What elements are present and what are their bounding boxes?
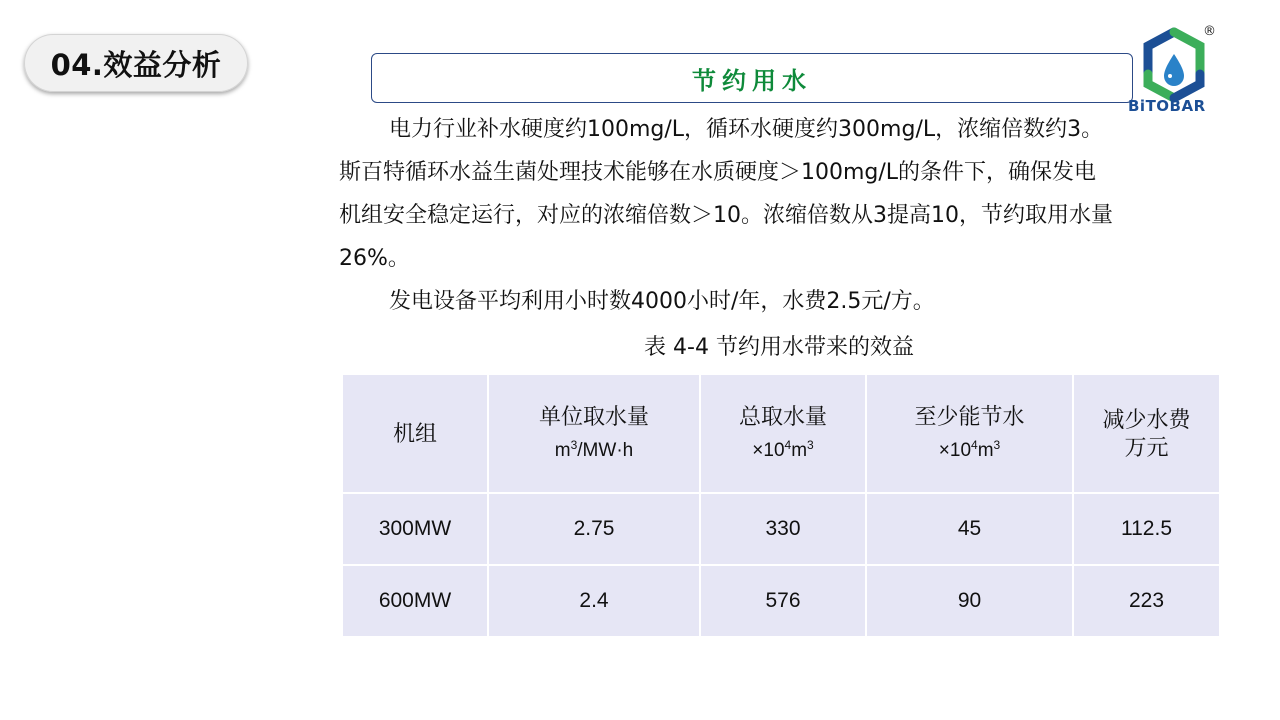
paragraph-line: 电力行业补水硬度约100mg/L，循环水硬度约300mg/L，浓缩倍数约3。 [389,117,1104,142]
topic-title-box [371,53,1133,103]
header-fee-reduced: 减少水费 万元 [1073,374,1220,493]
header-unit: 机组 [342,374,488,493]
paragraph-water-hardness [339,108,1219,280]
cell-saved: 45 [866,493,1073,565]
benefit-table [341,373,1221,638]
paragraph-utilization [339,280,1219,323]
table-row [342,493,1220,565]
paragraph-line: 26%。 [339,246,410,271]
table-caption: 表 4-4 节约用水带来的效益 [644,335,914,360]
table-header-row [342,374,1220,493]
section-title: 04.效益分析 [50,47,222,82]
header-unit-intake: 单位取水量 $m^3/MW\cdot h$ [488,374,700,493]
paragraph-line: 斯百特循环水益生菌处理技术能够在水质硬度＞100mg/L的条件下，确保发电 [339,160,1097,185]
cell-fee: 223 [1073,565,1220,637]
header-water-saved: 至少能节水 $\times 10^4m^3$ [866,374,1073,493]
cell-total: 330 [700,493,866,565]
paragraph-line: 机组安全稳定运行，对应的浓缩倍数＞10。浓缩倍数从3提高10，节约取用水量 [339,203,1113,228]
cell-saved: 90 [866,565,1073,637]
cell-intake: 2.75 [488,493,700,565]
cell-fee: 112.5 [1073,493,1220,565]
table-row [342,565,1220,637]
section-title-pill [24,34,248,92]
cell-intake: 2.4 [488,565,700,637]
header-total-intake: 总取水量 $\times 10^4m^3$ [700,374,866,493]
cell-unit: 600MW [342,565,488,637]
cell-total: 576 [700,565,866,637]
cell-unit: 300MW [342,493,488,565]
paragraph-text: 发电设备平均利用小时数4000小时/年，水费2.5元/方。 [389,289,935,314]
registered-mark: ® [1203,24,1216,39]
topic-title: 节约用水 [692,66,812,95]
brand-name: BiTOBAR [1128,97,1206,115]
